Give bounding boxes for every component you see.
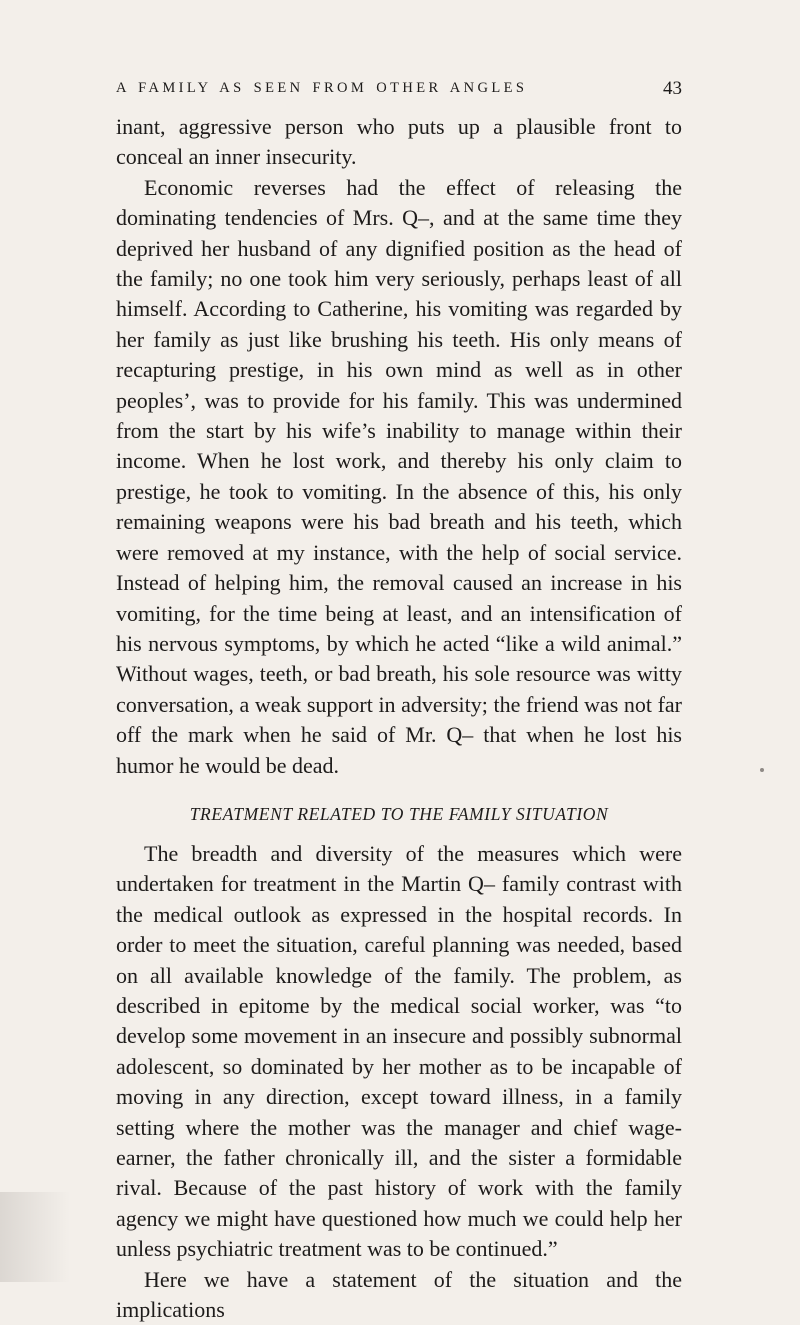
paragraph-treatment: The breadth and diversity of the measures which were undertaken for treatment in the Martin Q– family contrast with the medical outlook as expressed in the hospital records. In order to meet the situation, careful planning was needed, based on all available knowledge of the family. The problem, as described in epitome by the medical social worker, was “to develop some movement in an insecure and possibly subnormal adolescent, so dominated by her mother as to be incapable of moving in any direction, except toward illness, in a family setting where the mother was the manager and chief wage-earner, the father chronically ill, and the sister a formidable rival. Because of the past history of work with the family agency we might have questioned how much we could help her unless psychiatric treatment was to be continued.” [116,840,682,1262]
running-head [116,80,682,106]
page-number: 43 [663,78,682,99]
running-title: A FAMILY AS SEEN FROM OTHER ANGLES [116,80,528,96]
paragraph-continued: inant, aggressive person who puts up a plausible front to conceal an inner insecurity. [116,114,682,170]
paragraph-economic-reverses: Economic reverses had the effect of releasing the dominating tendencies of Mrs. Q–, and at the same time they deprived her husband of any dignified position as the head of the family; no one took him very seriously, perhaps least of all himself. According to Catherine, his vomiting was regarded by her family as just like brushing his teeth. His only means of recapturing prestige, in his own mind as well as in other peoples’, was to provide for his family. This was undermined from the start by his wife’s inability to manage within their income. When he lost work, and thereby his only claim to prestige, he took to vomiting. In the absence of this, his only remaining weapons were his bad breath and his teeth, which were removed at my instance, with the help of social service. Instead of helping him, the removal caused an increase in his vomiting, for the time being at least, and an intensification of his nervous symptoms, by which he acted “like a wild animal.” Without wages, teeth, or bad breath, his sole resource was witty conversation, a weak support in adversity; the friend was not far off the mark when he said of Mr. Q– that when he lost his humor he would be dead. [116,174,682,778]
section-heading: TREATMENT RELATED TO THE FAMILY SITUATION [189,803,609,824]
paragraph-statement: Here we have a statement of the situation and the implications [116,1266,682,1323]
margin-mark [760,768,764,772]
body-text [116,112,682,1325]
page-edge-shadow [0,1192,70,1282]
